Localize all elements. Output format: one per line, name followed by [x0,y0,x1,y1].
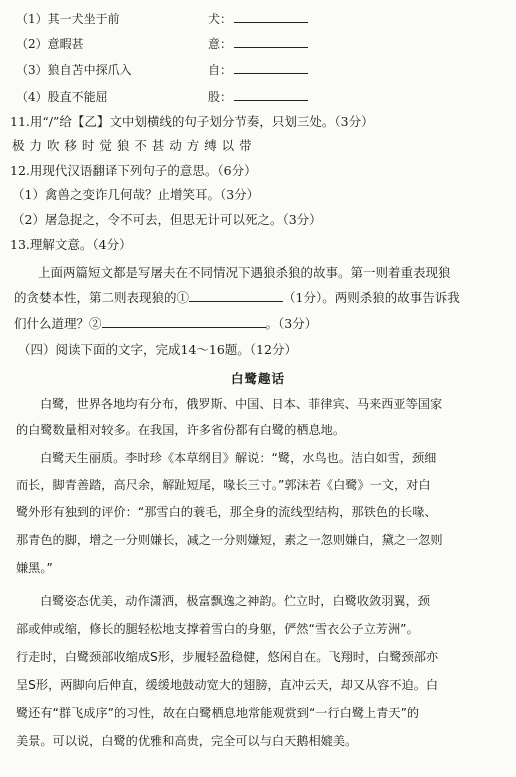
article-line: 白鹭，世界各地均有分布，俄罗斯、中国、日本、菲律宾、马来西亚等国家 [40,397,443,411]
section-4-heading: （四）阅读下面的文字，完成14～16题。（12分） [18,342,297,357]
vocab-target: 股： [208,90,233,104]
article-line: 白鹭姿态优美，动作潇洒，极富飘逸之神韵。伫立时，白鹭收敛羽翼，颈 [40,594,430,608]
vocab-text: （2）意暇甚 [16,37,84,51]
answer-blank[interactable] [234,10,308,23]
article-line: 鹭还有“群飞成序”的习性，故在白鹭栖息地常能观赏到“一行白鹭上青天”的 [16,706,420,720]
vocab-target: 犬： [208,12,233,26]
article-line: 白鹭天生丽质。李时珍《本草纲目》解说：“鹭，水鸟也。洁白如雪，颈细 [40,451,437,465]
article-line: 的白鹭数量相对较多。在我国，许多省份都有白鹭的栖息地。 [16,423,346,437]
answer-blank[interactable] [234,35,308,48]
vocab-text: （4）股直不能屈 [16,90,108,104]
vocab-target: 意： [208,37,233,51]
article-line: 部或伸或缩，修长的腿轻松地支撑着雪白的身躯，俨然“雪衣公子立芳洲”。 [16,622,419,636]
article-title: 白鹭趣话 [230,371,285,386]
article-line: 而长，脚青善踏，高尺余，解趾短尾，喙长三寸。”郭沫若《白鹭》一文，对白 [16,478,431,492]
article-line: 嫌黑。” [16,561,53,575]
article-line: 呈S形，两脚向后伸直，缓缓地鼓动宽大的翅膀，直冲云天，却又从容不迫。白 [16,678,439,692]
answer-blank[interactable] [234,61,308,74]
article-line: 美景。可以说，白鹭的优雅和高贵，完全可以与白天鹅相媲美。 [16,734,358,748]
vocab-text: （1）其一犬坐于前 [16,12,120,26]
question-12-sentence-2: （2）屠急捉之，令不可去，但思无计可以死之。（3分） [12,212,322,227]
vocab-text: （3）狼自苫中探爪入 [16,63,132,77]
article-line: 那青色的脚，增之一分则嫌长，减之一分则嫌短，素之一忽则嫌白，黛之一忽则 [16,533,443,547]
question-13-line-2: 的贪婪本性，第二则表现狼的① （1分）。两则杀狼的故事告诉我 [14,290,460,305]
question-12-sentence-1: （1）禽兽之变诈几何哉？止增笑耳。（3分） [12,187,260,202]
question-13-line-3: 们什么道理？② 。（3分） [14,316,318,331]
question-13-prompt: 13.理解文意。（4分） [10,237,132,252]
question-11-prompt: 11.用“/”给【乙】文中划横线的句子划分节奏，只划三处。（3分） [10,114,374,129]
answer-blank-2[interactable] [102,315,266,328]
answer-blank[interactable] [234,88,308,101]
question-11-sentence: 极 力 吹 移 时 觉 狼 不 甚 动 方 缚 以 带 [12,138,253,153]
answer-blank-1[interactable] [189,289,283,302]
vocab-target: 自： [208,63,233,77]
article-line: 鹭外形有独到的评价：“那雪白的蓑毛，那全身的流线型结构，那铁色的长喙、 [16,505,437,519]
article-line: 行走时，白鹭颈部收缩成S形，步履轻盈稳健，悠闲自在。飞翔时，白鹭颈部亦 [16,650,439,664]
question-12-prompt: 12.用现代汉语翻译下列句子的意思。（6分） [10,163,257,178]
question-13-line-1: 上面两篇短文都是写屠夫在不同情况下遇狼杀狼的故事。第一则着重表现狼 [38,265,451,280]
